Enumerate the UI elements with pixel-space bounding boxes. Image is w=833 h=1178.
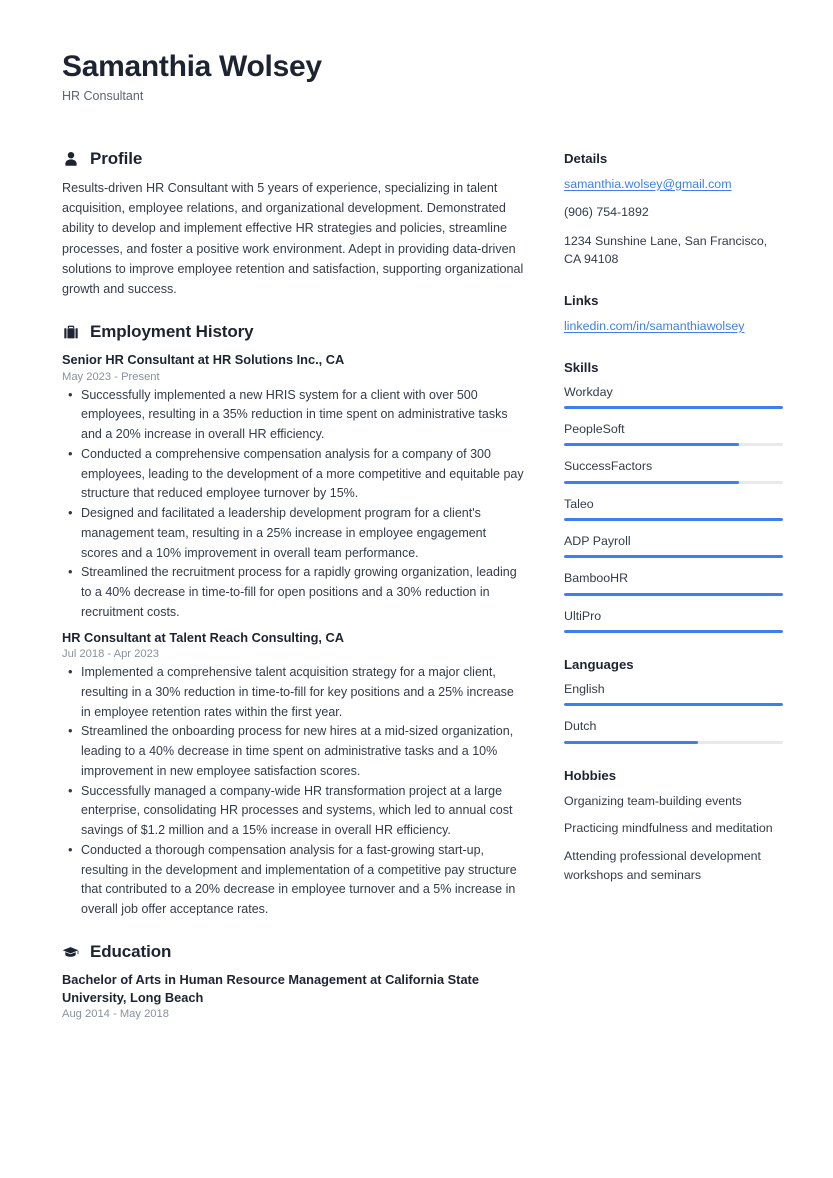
- hobby-item: Attending professional development workshops and seminars: [564, 849, 762, 882]
- bullet-item: • Conducted a comprehensive compensation analysis for a company of 300 employees, leading to the development of a more competitive and equitable pay structure that reduced employee turnover by 15%.: [62, 445, 524, 504]
- sidebar-skills-title: Skills: [564, 359, 599, 375]
- sidebar-column: [564, 149, 783, 909]
- sidebar-block-links: [564, 293, 783, 336]
- linkedin-link[interactable]: linkedin.com/in/samanthiawolsey: [564, 318, 745, 333]
- section-employment-header: [62, 322, 524, 342]
- candidate-name: Samanthia Wolsey: [62, 50, 322, 83]
- section-profile-body: [62, 178, 524, 300]
- candidate-job-title: HR Consultant: [62, 88, 144, 103]
- employment-entry: [62, 351, 524, 623]
- skill-row: [564, 458, 783, 483]
- phone-text: (906) 754-1892: [564, 205, 649, 220]
- skill-level-fill: [564, 630, 783, 633]
- hobby-item: Practicing mindfulness and meditation: [564, 821, 773, 836]
- skill-row: [564, 533, 783, 558]
- bullet-item: • Streamlined the onboarding process for new hires at a mid-sized organization, leading to a 40% decrease in time spent on administrative tasks and a 10% improvement in new employee satisfaction scores.: [62, 722, 524, 781]
- bullet-item: • Designed and facilitated a leadership development program for a client's management team, resulting in a 25% increase in employee engagement scores and a 10% improvement in overall team performance.: [62, 504, 524, 563]
- person-icon: [62, 150, 79, 167]
- sidebar-block-details: [564, 151, 783, 269]
- section-profile-title: Profile: [90, 148, 143, 168]
- skill-level-track: [564, 593, 783, 596]
- briefcase-icon: [62, 323, 79, 340]
- resume-header: [62, 50, 781, 103]
- skill-row: [564, 421, 783, 446]
- sidebar-links-title: Links: [564, 292, 599, 308]
- skill-label: UltiPro: [564, 608, 602, 623]
- sidebar-block-languages: [564, 657, 783, 744]
- skill-level-track: [564, 555, 783, 558]
- employment-entry-title: Senior HR Consultant at HR Solutions Inc., CA: [62, 351, 345, 367]
- language-level-fill: [564, 703, 783, 706]
- section-employment-title: Employment History: [90, 321, 254, 341]
- skill-level-track: [564, 630, 783, 633]
- sidebar-languages-title: Languages: [564, 657, 634, 673]
- section-profile-header: [62, 149, 524, 169]
- language-level-fill: [564, 741, 698, 744]
- skill-level-fill: [564, 443, 739, 446]
- sidebar-hobbies-title: Hobbies: [564, 767, 617, 783]
- skill-row: [564, 608, 783, 633]
- employment-entry-date: Jul 2018 - Apr 2023: [62, 648, 160, 661]
- section-education-title: Education: [90, 941, 172, 961]
- employment-entry: [62, 629, 524, 920]
- section-education: [62, 942, 524, 1020]
- bullet-item: • Streamlined the recruitment process for a rapidly growing organization, leading to a 40% decrease in time-to-fill for open positions and a 30% reduction in recruitment costs.: [62, 563, 524, 622]
- education-entry-date: Aug 2014 - May 2018: [62, 1008, 169, 1021]
- skill-level-fill: [564, 518, 783, 521]
- sidebar-details-title: Details: [564, 150, 608, 166]
- skill-row: [564, 570, 783, 595]
- skill-row: [564, 384, 783, 409]
- language-label: English: [564, 682, 605, 697]
- language-row: [564, 718, 783, 743]
- section-employment-body: [62, 351, 524, 920]
- employment-entry-date: May 2023 - Present: [62, 370, 160, 383]
- section-education-body: [62, 971, 524, 1020]
- main-column: [62, 149, 524, 1043]
- education-entry: [62, 971, 524, 1020]
- skill-label: ADP Payroll: [564, 533, 631, 548]
- language-level-track: [564, 703, 783, 706]
- graduation-cap-icon: [62, 943, 79, 960]
- language-label: Dutch: [564, 719, 597, 734]
- skill-label: Taleo: [564, 496, 594, 511]
- language-row: [564, 681, 783, 706]
- bullet-item: • Conducted a thorough compensation analysis for a fast-growing start-up, resulting in the development and implementation of a competitive pay structure that contributed to a 20% decrease in employee turnover and a 5% increase in overall job offer acceptance rates.: [62, 841, 524, 920]
- skill-level-track: [564, 481, 783, 484]
- email-link[interactable]: samanthia.wolsey@gmail.com: [564, 176, 732, 191]
- employment-entry-title: HR Consultant at Talent Reach Consulting, CA: [62, 629, 345, 645]
- sidebar-block-hobbies: [564, 768, 783, 884]
- address-text: 1234 Sunshine Lane, San Francisco, CA 94108: [564, 233, 768, 267]
- language-level-track: [564, 741, 783, 744]
- skill-level-fill: [564, 406, 783, 409]
- skill-label: PeopleSoft: [564, 421, 625, 436]
- employment-entry-bullets: [62, 663, 524, 920]
- section-profile: [62, 149, 524, 300]
- bullet-item: • Implemented a comprehensive talent acquisition strategy for a major client, resulting in a 30% reduction in time-to-fill for key positions and a 25% increase in employee retention rates within the first year.: [62, 663, 524, 722]
- bullet-item: • Successfully implemented a new HRIS system for a client with over 500 employees, resulting in a 35% reduction in time spent on administrative tasks and a 20% increase in overall HR efficiency.: [62, 386, 524, 445]
- skill-level-track: [564, 406, 783, 409]
- hobby-item: Organizing team-building events: [564, 793, 742, 808]
- education-entry-title: Bachelor of Arts in Human Resource Management at California State University, Long Beach: [62, 971, 479, 1005]
- section-employment-history: [62, 322, 524, 920]
- section-education-header: [62, 942, 524, 962]
- skill-level-fill: [564, 555, 783, 558]
- profile-summary-text: Results-driven HR Consultant with 5 years of experience, specializing in talent acquisition, employee relations, and organizational development. Demonstrated ability to develop and implement effective HR strategies and policies, streamline processes, and foster a positive work environment. Adept in providing data-driven solutions to improve employee retention and satisfaction, supporting organizational growth and success.: [62, 180, 524, 297]
- skill-level-fill: [564, 593, 783, 596]
- skill-row: [564, 496, 783, 521]
- skill-label: Workday: [564, 384, 613, 399]
- bullet-item: • Successfully managed a company-wide HR transformation project at a large enterprise, consolidating HR processes and systems, which led to annual cost savings of $1.2 million and a 15% increase in overall HR efficiency.: [62, 782, 524, 841]
- skill-label: SuccessFactors: [564, 459, 653, 474]
- skill-level-track: [564, 443, 783, 446]
- skill-label: BambooHR: [564, 571, 629, 586]
- skill-level-fill: [564, 481, 739, 484]
- sidebar-block-skills: [564, 360, 783, 634]
- resume-body: [62, 149, 781, 1043]
- skill-level-track: [564, 518, 783, 521]
- employment-entry-bullets: [62, 386, 524, 623]
